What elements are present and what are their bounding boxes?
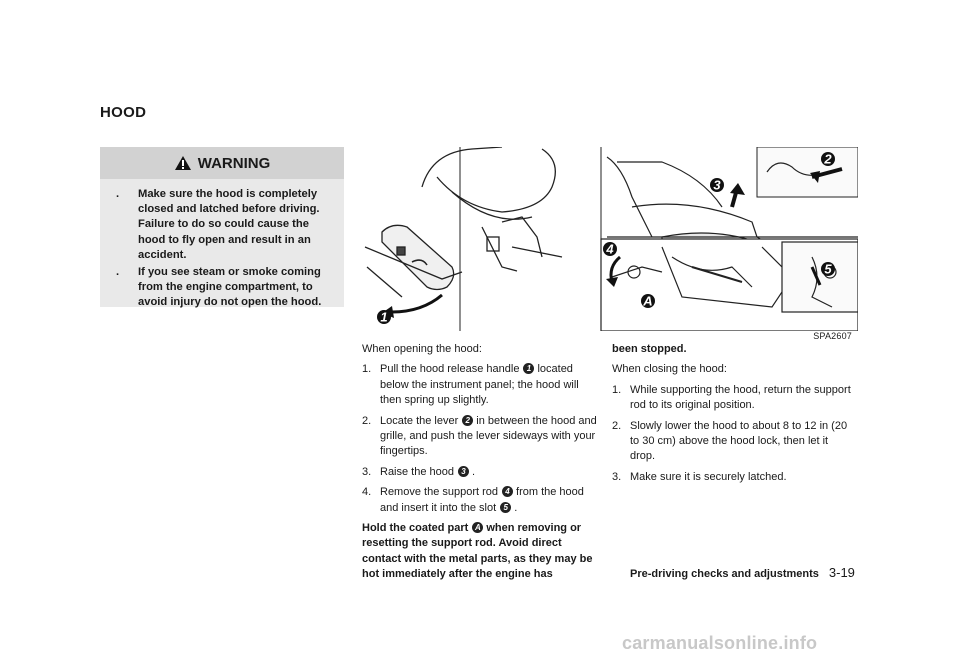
closing-intro: When closing the hood: xyxy=(612,363,727,376)
ref-1: 1 xyxy=(523,363,534,374)
warning-item: . If you see steam or smoke coming from the engine compartment, to avoid injury do not open the hood. xyxy=(116,266,322,309)
callout-3: 3 xyxy=(713,177,721,193)
callout-a: A xyxy=(643,293,653,309)
ref-4: 4 xyxy=(502,486,513,497)
callout-1: 1 xyxy=(380,309,388,325)
callout-2: 2 xyxy=(824,151,832,167)
page-number: 3-19 xyxy=(828,565,855,580)
warning-title: WARNING xyxy=(197,154,271,172)
ref-2: 2 xyxy=(462,415,473,426)
ref-5: 5 xyxy=(500,502,511,513)
warning-item: . Make sure the hood is completely closed and latched before driving. Failure to do so could cause the hood to fly open and result in an accident. xyxy=(116,188,320,261)
opening-step: 4. Remove the support rod 4 from the hood and insert it into the slot 5 . xyxy=(362,486,584,514)
warning-header xyxy=(100,147,344,179)
warning-list xyxy=(100,187,344,311)
opening-instructions xyxy=(362,342,599,588)
warning-triangle-icon xyxy=(174,155,192,171)
caution-end: been stopped. xyxy=(612,343,687,355)
release-handle-panel xyxy=(365,147,562,297)
closing-instructions xyxy=(612,342,852,490)
opening-step: 3. Raise the hood 3 . xyxy=(362,465,476,478)
chapter-title: Pre-driving checks and adjustments xyxy=(630,568,819,580)
figure-caption: SPA2607 xyxy=(813,331,852,341)
warning-box xyxy=(100,147,344,307)
callout-5: 5 xyxy=(824,261,832,277)
closing-step: 3. Make sure it is securely latched. xyxy=(612,470,787,483)
callout-4: 4 xyxy=(606,241,614,257)
ref-3: 3 xyxy=(458,466,469,477)
hood-illustration xyxy=(362,147,858,331)
closing-step: 2. Slowly lower the hood to about 8 to 12 in (20 to 30 cm) above the hood lock, then let it drop. xyxy=(612,419,848,463)
opening-intro: When opening the hood: xyxy=(362,343,482,355)
opening-step: 1. Pull the hood release handle 1 located below the instrument panel; the hood will then spring up slightly. xyxy=(362,363,579,407)
caution-text: Hold the coated part A when removing or resetting the support rod. Avoid direct contact with the metal parts, as they may be hot immediately after the engine has xyxy=(362,522,593,581)
opening-step: 2. Locate the lever 2 in between the hood and grille, and push the lever sideways with your fingertips. xyxy=(362,414,597,458)
page-footer xyxy=(630,565,855,580)
section-title: HOOD xyxy=(100,104,147,121)
closing-step: 1. While supporting the hood, return the support rod to its original position. xyxy=(612,383,851,412)
ref-a: A xyxy=(472,522,483,533)
watermark: carmanualsonline.info xyxy=(622,633,818,653)
